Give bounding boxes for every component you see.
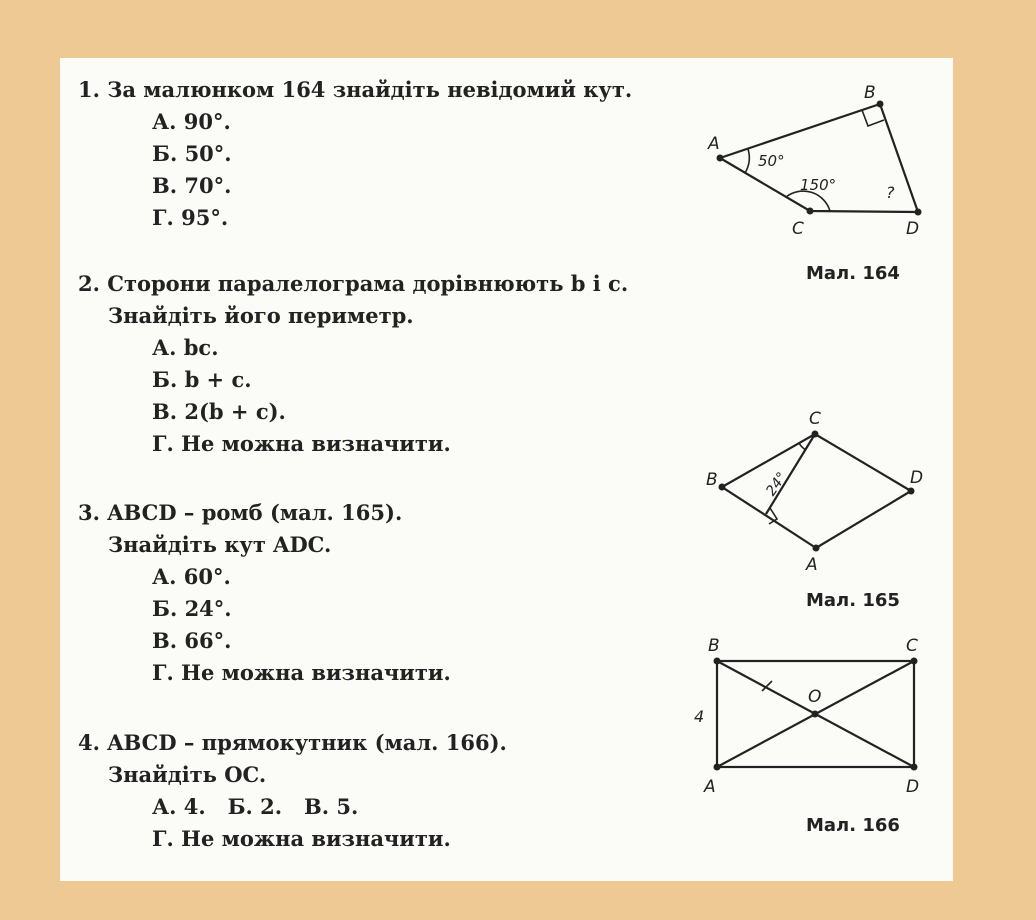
q1-option-d: Г. 95°. — [152, 205, 229, 230]
fig164-label-c: C — [792, 219, 804, 239]
fig164-label-a: A — [708, 134, 720, 154]
q3-option-a: А. 60°. — [152, 564, 231, 589]
fig166-label-o: O — [808, 687, 822, 707]
fig166-point-b — [714, 658, 721, 665]
question-1-text: 1. За малюнком 164 знайдіть невідомий кут. — [78, 77, 633, 102]
fig164-angle-c-label: 150° — [800, 176, 837, 194]
fig164-unknown-angle-label: ? — [886, 183, 895, 202]
q2-option-c: В. 2(b + c). — [152, 399, 286, 424]
fig166-point-a — [714, 764, 721, 771]
fig164-label-b: B — [864, 83, 876, 103]
fig165-label-d: D — [910, 468, 924, 488]
question-3-subtext: Знайдіть кут ADC. — [108, 532, 332, 557]
fig164-label-d: D — [906, 219, 920, 239]
question-4-text: 4. ABCD – прямокутник (мал. 166). — [78, 730, 507, 755]
question-4-subtext: Знайдіть OC. — [108, 762, 267, 787]
fig166-point-d — [911, 764, 918, 771]
fig165-label-b: B — [706, 470, 718, 490]
q2-option-b: Б. b + c. — [152, 367, 252, 392]
fig164-angle-a-label: 50° — [758, 152, 785, 170]
question-2-text: 2. Сторони паралелограма дорівнюють b і c. — [78, 271, 629, 296]
fig165-angle-label: 24° — [763, 469, 791, 500]
q3-option-d: Г. Не можна визначити. — [152, 660, 451, 685]
q2-option-d: Г. Не можна визначити. — [152, 431, 451, 456]
q4-option-d: Г. Не можна визначити. — [152, 826, 451, 851]
q1-option-a: А. 90°. — [152, 109, 231, 134]
figure-164-caption: Мал. 164 — [806, 263, 900, 284]
q1-option-b: Б. 50°. — [152, 141, 232, 166]
fig165-label-a: A — [806, 555, 818, 575]
fig166-label-a: A — [704, 777, 716, 797]
q3-option-c: В. 66°. — [152, 628, 232, 653]
question-3-text: 3. ABCD – ромб (мал. 165). — [78, 500, 403, 525]
question-2-subtext: Знайдіть його периметр. — [108, 303, 414, 328]
q1-option-c: В. 70°. — [152, 173, 232, 198]
q2-option-a: А. bc. — [152, 335, 219, 360]
fig166-point-o — [812, 711, 819, 718]
fig166-point-c — [911, 658, 918, 665]
fig166-label-c: C — [906, 636, 918, 656]
q4-options-line: А. 4. Б. 2. В. 5. — [152, 794, 359, 819]
fig166-side-label: 4 — [694, 707, 705, 726]
figure-166-caption: Мал. 166 — [806, 815, 900, 836]
fig166-label-d: D — [906, 777, 920, 797]
figure-165-caption: Мал. 165 — [806, 590, 900, 611]
fig165-label-c: C — [809, 409, 821, 429]
q3-option-b: Б. 24°. — [152, 596, 232, 621]
fig166-label-b: B — [708, 636, 720, 656]
